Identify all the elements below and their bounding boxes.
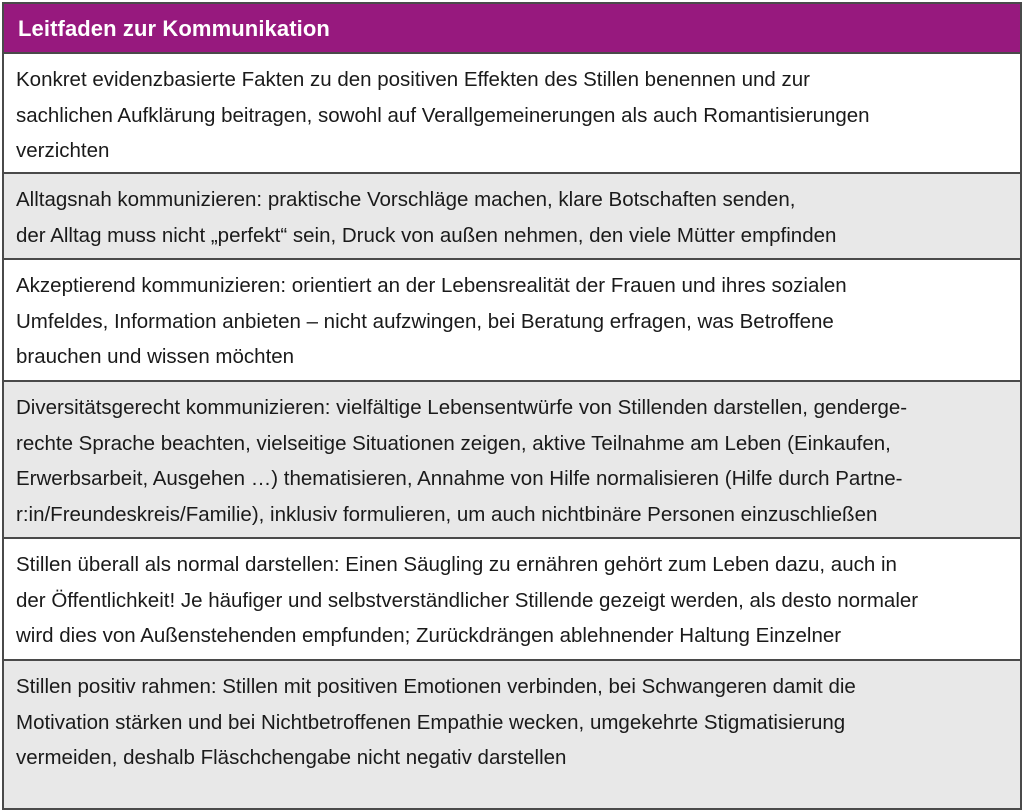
row-text-line: Alltagsnah kommunizieren: praktische Vorschläge machen, klare Botschaften senden,	[16, 188, 796, 211]
row-text-line: rechte Sprache beachten, vielseitige Situationen zeigen, aktive Teilnahme am Leben (Einkaufen,	[16, 431, 891, 455]
row-text-line: Akzeptierend kommunizieren: orientiert an der Lebensrealität der Frauen und ihres sozialen	[16, 274, 847, 297]
row-text-line: wird dies von Außenstehenden empfunden; Zurückdrängen ablehnender Haltung Einzelner	[16, 624, 842, 647]
row-text-line: Stillen überall als normal darstellen: Einen Säugling zu ernähren gehört zum Leben dazu, auch in	[16, 553, 897, 576]
row-text-line: vermeiden, deshalb Fläschchengabe nicht negativ darstellen	[16, 746, 567, 769]
table-row	[4, 174, 1020, 260]
table-row	[4, 382, 1020, 539]
row-text-line: Erwerbsarbeit, Ausgehen …) thematisieren, Annahme von Hilfe normalisieren (Hilfe durch Partne-	[16, 467, 903, 490]
row-text-line: Motivation stärken und bei Nichtbetroffenen Empathie wecken, umgekehrte Stigmatisierung	[16, 710, 846, 734]
row-text-line: sachlichen Aufklärung beitragen, sowohl auf Verallgemeinerungen als auch Romantisierungen	[16, 103, 870, 127]
row-text-line: brauchen und wissen möchten	[16, 345, 295, 368]
table-row	[4, 260, 1020, 382]
table-title: Leitfaden zur Kommunikation	[4, 4, 1020, 54]
row-text-line: Diversitätsgerecht kommunizieren: vielfältige Lebensentwürfe von Stillenden darstellen, gendergе-	[16, 396, 908, 419]
table-row	[4, 539, 1020, 661]
row-text-line: Konkret evidenzbasierte Fakten zu den positiven Effekten des Stillen benennen und zur	[16, 68, 810, 91]
row-text-line: Umfeldes, Information anbieten – nicht aufzwingen, bei Beratung erfragen, was Betroffene	[16, 309, 834, 333]
row-text-line: Stillen positiv rahmen: Stillen mit positiven Emotionen verbinden, bei Schwangeren damit die	[16, 675, 856, 698]
table-row	[4, 661, 1020, 808]
row-text-line: der Öffentlichkeit! Je häufiger und selbstverständlicher Stillende gezeigt werden, als desto normaler	[16, 588, 919, 612]
table-row	[4, 54, 1020, 174]
communication-guide-table	[2, 2, 1022, 810]
row-text-line: r:in/Freundeskreis/Familie), inklusiv formulieren, um auch nichtbinäre Personen einzuschließen	[16, 502, 878, 526]
row-text-line: verzichten	[16, 139, 110, 162]
row-text-line: der Alltag muss nicht „perfekt“ sein, Druck von außen nehmen, den viele Mütter empfinden	[16, 223, 837, 247]
